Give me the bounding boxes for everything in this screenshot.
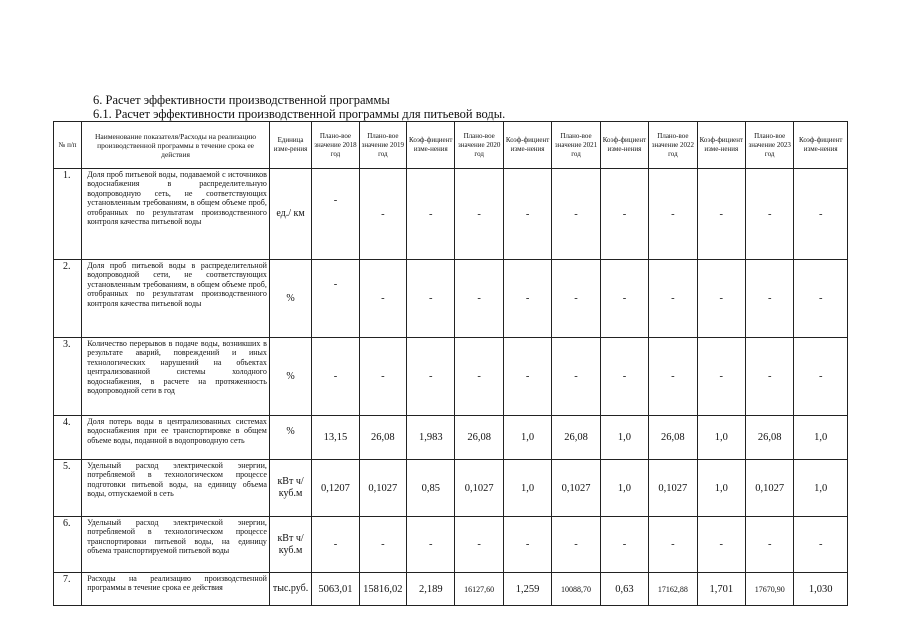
value-cell: 1,0 (794, 416, 848, 460)
header-cell-coef-2019: Коэф-фициент изме-нения (407, 122, 455, 169)
value-cell: - (600, 260, 648, 338)
value-cell: - (455, 517, 503, 573)
indicator-name: Удельный расход электрической энергии, потребляемой в технологическом процессе транспортировки питьевой воды, на единицу объема транспортируемой питьевой воды (82, 517, 270, 573)
value-cell: 1,0 (503, 416, 551, 460)
value-cell: - (407, 260, 455, 338)
value-cell: 1,701 (697, 573, 745, 606)
value-cell: - (359, 338, 406, 416)
value-cell: - (794, 338, 848, 416)
value-cell: - (649, 338, 697, 416)
unit-cell (269, 416, 311, 460)
section-heading: 6. Расчет эффективности производственной программы (93, 93, 390, 107)
value-cell: - (503, 169, 551, 260)
value-cell: 0,1207 (312, 460, 359, 517)
subsection-heading: 6.1. Расчет эффективности производственной программы для питьевой воды. (93, 107, 506, 121)
value-cell: - (552, 169, 600, 260)
indicator-name: Доля проб питьевой воды в распределительной водопроводной сети, не соответствующих установленным требованиям, в общем объеме проб, отобранных по результатам производственного контроля качества питьевой воды (82, 260, 270, 338)
header-cell-2018: Плано-вое значение 2018 год (312, 122, 359, 169)
value-cell: - (649, 260, 697, 338)
value-cell: 2,189 (407, 573, 455, 606)
value-cell: - (697, 169, 745, 260)
value-cell: 17162,88 (649, 573, 697, 606)
value-cell: 1,0 (697, 460, 745, 517)
value-cell: 5063,01 (312, 573, 359, 606)
indicator-name: Доля проб питьевой воды, подаваемой с источников водоснабжения в распределительную водопроводную сеть, не соответствующих установленным требованиям, в общем объеме проб, отобранных по результатам производственного контроля качества питьевой воды (82, 169, 270, 260)
value-cell: - (746, 260, 794, 338)
value-cell: - (359, 260, 406, 338)
value-cell: 0,85 (407, 460, 455, 517)
header-cell-coef-2020: Коэф-фициент изме-нения (503, 122, 551, 169)
table-header-row (54, 122, 848, 169)
row-number: 4. (54, 416, 82, 460)
value-cell: 1,0 (600, 460, 648, 517)
header-cell-2019: Плано-вое значение 2019 год (359, 122, 406, 169)
row-number: 1. (54, 169, 82, 260)
value-cell: 26,08 (746, 416, 794, 460)
value-cell: - (455, 338, 503, 416)
value-cell: 1,0 (794, 460, 848, 517)
header-cell-2023: Плано-вое значение 2023 год (746, 122, 794, 169)
header-cell-coef-2022: Коэф-фициент изме-нения (697, 122, 745, 169)
value-cell: 15816,02 (359, 573, 406, 606)
value-cell (312, 169, 359, 260)
header-cell-coef-2021: Коэф-фициент изме-нения (600, 122, 648, 169)
indicator-name: Расходы на реализацию производственной программы в течение срока ее действия (82, 573, 270, 606)
header-cell-name: Наименование показателя/Расходы на реализацию производственной программы в течение срока ее действия (82, 122, 270, 169)
value-cell: 1,983 (407, 416, 455, 460)
table-row (54, 517, 848, 573)
table-row (54, 416, 848, 460)
row-number: 2. (54, 260, 82, 338)
value-cell: - (697, 260, 745, 338)
header-cell-2022: Плано-вое значение 2022 год (649, 122, 697, 169)
value-cell: - (697, 338, 745, 416)
value-cell: - (697, 517, 745, 573)
table-row (54, 260, 848, 338)
value-cell: - (503, 517, 551, 573)
header-cell-2020: Плано-вое значение 2020 год (455, 122, 503, 169)
header-cell-coef-2023: Коэф-фициент изме-нения (794, 122, 848, 169)
value-cell: 17670,90 (746, 573, 794, 606)
value-cell: 26,08 (359, 416, 406, 460)
value-cell: - (794, 260, 848, 338)
value-cell: - (794, 169, 848, 260)
value-cell: 1,259 (503, 573, 551, 606)
value-cell: 26,08 (552, 416, 600, 460)
value-cell: 0,1027 (552, 460, 600, 517)
efficiency-table (53, 121, 848, 606)
value-cell: - (746, 338, 794, 416)
value-cell: 1,0 (697, 416, 745, 460)
unit-cell: ед./ км (269, 169, 311, 260)
value-cell: 0,1027 (455, 460, 503, 517)
value-cell: 0,1027 (359, 460, 406, 517)
row-number: 3. (54, 338, 82, 416)
value-cell: - (359, 169, 406, 260)
value-cell: - (552, 260, 600, 338)
table-row (54, 460, 848, 517)
indicator-name: Удельный расход электрической энергии, потребляемой в технологическом процессе подготовки питьевой воды, на единицу объема воды, отпускаемой в сеть (82, 460, 270, 517)
value-cell: - (794, 517, 848, 573)
value-cell (312, 260, 359, 338)
row-number: 6. (54, 517, 82, 573)
value-cell: - (503, 338, 551, 416)
unit-cell: % (269, 260, 311, 338)
value-cell: 1,030 (794, 573, 848, 606)
value-cell: 26,08 (455, 416, 503, 460)
table-row (54, 573, 848, 606)
value-cell: 10088,70 (552, 573, 600, 606)
value-cell: - (359, 517, 406, 573)
value-cell: 1,0 (503, 460, 551, 517)
value-cell: - (407, 338, 455, 416)
table-row (54, 169, 848, 260)
value-cell: - (552, 338, 600, 416)
value-cell: - (746, 517, 794, 573)
value-cell: - (455, 260, 503, 338)
value-cell: 1,0 (600, 416, 648, 460)
row-number: 7. (54, 573, 82, 606)
table-row (54, 338, 848, 416)
unit-cell: тыс.руб. (269, 573, 311, 606)
unit-cell: кВт ч/куб.м (269, 517, 311, 573)
value-cell: 0,1027 (746, 460, 794, 517)
value-cell: - (407, 517, 455, 573)
value-cell: - (600, 338, 648, 416)
header-cell-num: № п/п (54, 122, 82, 169)
unit-cell: кВт ч/куб.м (269, 460, 311, 517)
value-cell: - (455, 169, 503, 260)
value-text: - (333, 194, 338, 206)
value-cell: - (649, 517, 697, 573)
value-cell: - (312, 338, 359, 416)
row-number: 5. (54, 460, 82, 517)
value-cell: - (503, 260, 551, 338)
value-cell: - (600, 169, 648, 260)
value-cell: 26,08 (649, 416, 697, 460)
header-cell-2021: Плано-вое значение 2021 год (552, 122, 600, 169)
value-cell: 13,15 (312, 416, 359, 460)
value-cell: 0,1027 (649, 460, 697, 517)
value-cell: 0,63 (600, 573, 648, 606)
value-cell: - (312, 517, 359, 573)
value-cell: - (600, 517, 648, 573)
unit-cell: % (269, 338, 311, 416)
indicator-name: Доля потерь воды в централизованных системах водоснабжения при ее транспортировке в общем объеме воды, поданной в водопроводную сеть (82, 416, 270, 460)
value-text: - (333, 279, 338, 290)
value-cell: - (552, 517, 600, 573)
value-cell: - (746, 169, 794, 260)
value-cell: 16127,60 (455, 573, 503, 606)
unit-text: % (286, 425, 295, 437)
value-cell: - (407, 169, 455, 260)
indicator-name: Количество перерывов в подаче воды, возникших в результате аварий, повреждений и иных технологических нарушений на объектах централизованной системы холодного водоснабжения, в расчете на протяженность водопроводной сети в год (82, 338, 270, 416)
value-cell: - (649, 169, 697, 260)
header-cell-unit: Единица изме-рения (269, 122, 311, 169)
